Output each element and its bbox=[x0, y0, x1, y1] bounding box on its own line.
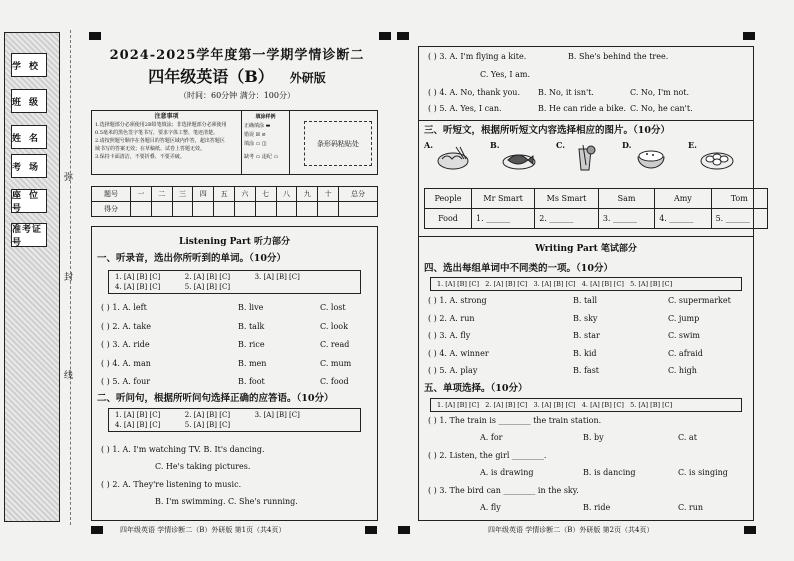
person-name: Mr Smart bbox=[472, 189, 535, 209]
score-cell[interactable] bbox=[338, 202, 377, 217]
answer-bar-1 bbox=[108, 270, 361, 294]
answer-option[interactable]: 2. [A] [B] [C] bbox=[184, 411, 231, 419]
answer-option[interactable]: 5. [A] [B] [C] bbox=[630, 280, 673, 288]
score-header-cell: 十 bbox=[318, 187, 339, 202]
exam-title: 2024-2025学年度第一学期学情诊断二 bbox=[109, 48, 365, 63]
corner-mark bbox=[91, 526, 103, 534]
question-line: ( ) 4. A. winner bbox=[428, 348, 489, 358]
picture-letter: D. bbox=[622, 140, 632, 150]
option-b: B. by bbox=[583, 433, 604, 442]
option-c: C. high bbox=[668, 366, 697, 375]
answer-option[interactable]: 1. [A] [B] [C] bbox=[437, 401, 480, 409]
answer-option[interactable]: 4. [A] [B] [C] bbox=[115, 421, 161, 429]
answer-option[interactable]: 3. [A] [B] [C] bbox=[533, 280, 576, 288]
picture-letter: B. bbox=[490, 140, 500, 150]
question-line: ( ) 3. A. I'm flying a kite. bbox=[428, 52, 527, 61]
time-score-info: （时间：60分钟 满分：100分） bbox=[179, 91, 295, 100]
question-line: ( ) 4. A. No, thank you. bbox=[428, 88, 520, 97]
table-row bbox=[425, 209, 768, 229]
section-5-title: 五、单项选择。（10分） bbox=[424, 383, 528, 394]
corner-mark bbox=[379, 32, 391, 40]
rice-bowl-icon bbox=[634, 145, 668, 175]
fill-wrong-label-2: 填涂 bbox=[244, 141, 255, 147]
option-b: B. star bbox=[573, 331, 600, 340]
question-line: ( ) 1. A. I'm watching TV. B. It's dancing. bbox=[101, 445, 265, 454]
option-c: C. run bbox=[678, 503, 704, 512]
seal-char-1: 弥 bbox=[64, 173, 74, 183]
score-cell[interactable] bbox=[214, 202, 235, 217]
food-label: Food bbox=[425, 209, 472, 229]
answer-option[interactable]: 4. [A] [B] [C] bbox=[581, 280, 624, 288]
question-line: C. He's taking pictures. bbox=[155, 462, 251, 471]
option-c: C. swim bbox=[668, 331, 701, 340]
score-header-cell: 二 bbox=[151, 187, 172, 202]
answer-option[interactable]: 2. [A] [B] [C] bbox=[485, 401, 528, 409]
table-row bbox=[425, 189, 768, 209]
section-4-title: 四、选出每组单词中不同类的一项。（10分） bbox=[424, 263, 613, 274]
option-a: A. for bbox=[480, 433, 503, 442]
score-cell[interactable] bbox=[172, 202, 193, 217]
notice-text bbox=[92, 111, 242, 174]
fill-example bbox=[242, 111, 290, 174]
class-label: 班级 bbox=[11, 89, 47, 113]
dumplings-plate-icon bbox=[700, 145, 734, 175]
fill-example-title: 填涂样例 bbox=[255, 114, 276, 120]
question-line: ( ) 5. A. four bbox=[101, 377, 151, 386]
option-c: C. supermarket bbox=[668, 296, 731, 305]
answer-option[interactable]: 2. [A] [B] [C] bbox=[184, 273, 231, 281]
subject-title bbox=[92, 64, 382, 87]
option-a: A. fly bbox=[480, 503, 501, 512]
option-b: B. talk bbox=[238, 321, 265, 331]
question-line: ( ) 1. A. left bbox=[101, 303, 147, 312]
picture-letter: A. bbox=[424, 140, 433, 150]
subject-name: 四年级英语（B） bbox=[148, 67, 274, 86]
option-a: A. is drawing bbox=[480, 468, 534, 477]
ticket-label: 准考证号 bbox=[11, 223, 47, 247]
score-cell[interactable] bbox=[276, 202, 297, 217]
option-c: C. lost bbox=[320, 303, 346, 312]
option-b: B. He can ride a bike. bbox=[538, 104, 627, 113]
notice-line: 2.请按照题号顺序在各题目的答题区域内作答，超出答题区 bbox=[95, 138, 225, 144]
score-cell[interactable] bbox=[297, 202, 318, 217]
picture-letter: C. bbox=[556, 140, 566, 150]
school-label: 学校 bbox=[11, 53, 47, 77]
option-c: C. No, he can't. bbox=[630, 104, 693, 113]
food-blank[interactable]: 1. ______ bbox=[472, 209, 535, 229]
question-line: ( ) 5. A. play bbox=[428, 366, 478, 375]
fish-plate-icon bbox=[502, 145, 536, 175]
question-line: B. I'm swimming. C. She's running. bbox=[155, 497, 298, 506]
score-header-cell: 六 bbox=[234, 187, 255, 202]
answer-bar-2 bbox=[108, 408, 361, 432]
score-label-cell: 得分 bbox=[92, 202, 131, 217]
info-sidebar bbox=[4, 32, 60, 522]
food-blank[interactable]: 3. ______ bbox=[598, 209, 654, 229]
section-3-title: 三、听短文，根据所听短文内容选择相应的图片。（10分） bbox=[424, 125, 670, 136]
notice-line: 0.5毫米的黑色签字笔书写，要求字体工整、笔迹清楚。 bbox=[95, 130, 218, 136]
answer-bar-5 bbox=[430, 398, 742, 412]
option-b: B. men bbox=[238, 358, 267, 368]
question-line: ( ) 1. The train is ________ the train station. bbox=[428, 416, 602, 425]
score-cell[interactable] bbox=[131, 202, 152, 217]
people-label: People bbox=[425, 189, 472, 209]
exam-room-label: 考场 bbox=[11, 154, 47, 178]
option-c: C. food bbox=[320, 377, 349, 386]
corner-mark bbox=[397, 32, 409, 40]
option-c: C. jump bbox=[668, 313, 700, 323]
fill-row: 正确填涂 ▬ bbox=[244, 123, 271, 129]
score-header-cell: 三 bbox=[172, 187, 193, 202]
option-b: B. She's behind the tree. bbox=[568, 52, 669, 61]
question-line: ( ) 3. A. ride bbox=[101, 340, 150, 349]
food-blank[interactable]: 5. ______ bbox=[711, 209, 767, 229]
option-c: C. read bbox=[320, 340, 350, 349]
section-2-title: 二、听问句，根据所听问句选择正确的应答语。（10分） bbox=[97, 393, 334, 404]
score-cell[interactable] bbox=[234, 202, 255, 217]
violation-label: 违纪 bbox=[261, 154, 272, 160]
listening-header: Listening Part 听力部分 bbox=[178, 237, 291, 247]
notice-title: 注意事项 bbox=[154, 113, 179, 120]
option-b: B. rice bbox=[238, 340, 265, 349]
option-c: C. mum bbox=[320, 358, 352, 368]
name-label: 姓名 bbox=[11, 125, 47, 149]
person-name: Tom bbox=[711, 189, 767, 209]
option-b: B. tall bbox=[573, 296, 598, 305]
answer-option[interactable]: 5. [A] [B] [C] bbox=[630, 401, 673, 409]
question-line: ( ) 4. A. man bbox=[101, 358, 151, 368]
option-b: B. sky bbox=[573, 313, 598, 323]
option-b: B. live bbox=[238, 303, 264, 312]
person-name: Ms Smart bbox=[535, 189, 599, 209]
score-header-cell: 题号 bbox=[92, 187, 131, 202]
option-c: C. at bbox=[678, 433, 697, 442]
corner-mark bbox=[743, 32, 755, 40]
score-cell[interactable] bbox=[318, 202, 339, 217]
option-b: B. kid bbox=[573, 348, 597, 358]
option-b: B. No, it isn't. bbox=[538, 88, 594, 97]
seat-label: 座位号 bbox=[12, 191, 47, 214]
answer-option[interactable]: 3. [A] [B] [C] bbox=[254, 273, 300, 281]
corner-mark bbox=[744, 526, 756, 534]
score-header-cell: 一 bbox=[131, 187, 152, 202]
missing-label: 缺考 bbox=[244, 154, 255, 160]
question-line: ( ) 2. Listen, the girl ________. bbox=[428, 451, 547, 460]
score-header-cell: 总分 bbox=[338, 187, 377, 202]
juice-glass-icon bbox=[568, 145, 602, 175]
question-line: ( ) 3. A. fly bbox=[428, 331, 471, 340]
picture-letter: E. bbox=[688, 140, 697, 150]
absence-row: 缺考 ▭ 违纪 ▭ bbox=[244, 154, 279, 160]
seal-char-3: 线 bbox=[64, 371, 74, 381]
food-blank[interactable]: 4. ______ bbox=[655, 209, 711, 229]
corner-mark bbox=[365, 526, 377, 534]
answer-bar-4 bbox=[430, 277, 742, 291]
notice-line: 域书写的答案无效；在草稿纸、试卷上答题无效。 bbox=[95, 146, 206, 152]
option-c: C. Yes, I am. bbox=[480, 70, 531, 79]
noodles-bowl-icon bbox=[436, 145, 470, 175]
answer-option[interactable]: 1. [A] [B] [C] bbox=[437, 280, 480, 288]
answer-option[interactable]: 5. [A] [B] [C] bbox=[184, 421, 231, 429]
footer-left: 四年级英语 学情诊断二（B）外研版 第1页（共4页） bbox=[120, 526, 286, 534]
score-header-cell: 四 bbox=[193, 187, 214, 202]
notice-line: 3.保持卡面清洁，不要折叠、不要弄破。 bbox=[95, 154, 185, 160]
answer-option[interactable]: 3. [A] [B] [C] bbox=[254, 411, 300, 419]
answer-option[interactable]: 3. [A] [B] [C] bbox=[533, 401, 576, 409]
notice-line: 1.选择题部分必须使用2B铅笔填涂；非选择题部分必须使用 bbox=[95, 122, 227, 128]
score-header-cell: 八 bbox=[276, 187, 297, 202]
food-blank[interactable]: 2. ______ bbox=[535, 209, 599, 229]
writing-header: Writing Part 笔试部分 bbox=[535, 244, 637, 254]
corner-mark bbox=[398, 526, 410, 534]
answer-option[interactable]: 2. [A] [B] [C] bbox=[485, 280, 528, 288]
score-header-cell: 七 bbox=[255, 187, 276, 202]
option-b: B. foot bbox=[238, 377, 265, 386]
question-line: ( ) 1. A. strong bbox=[428, 296, 487, 305]
fill-wrong-label: 错误 bbox=[244, 132, 255, 138]
option-b: B. ride bbox=[583, 503, 611, 512]
score-header-cell: 五 bbox=[214, 187, 235, 202]
question-line: ( ) 5. A. Yes, I can. bbox=[428, 104, 502, 113]
seal-char-2: 封 bbox=[64, 273, 74, 283]
fill-row: 错误 ☒ ⊘ bbox=[244, 132, 266, 138]
score-cell[interactable] bbox=[255, 202, 276, 217]
option-c: C. look bbox=[320, 321, 348, 331]
option-b: B. fast bbox=[573, 366, 600, 375]
option-c: C. afraid bbox=[668, 348, 703, 358]
score-table bbox=[91, 186, 378, 217]
corner-mark bbox=[89, 32, 101, 40]
fill-row: 填涂 ▭ ◫ bbox=[244, 141, 267, 147]
answer-option[interactable]: 4. [A] [B] [C] bbox=[115, 283, 161, 291]
score-header-cell: 九 bbox=[297, 187, 318, 202]
question-line: ( ) 2. A. take bbox=[101, 321, 151, 331]
table-row bbox=[92, 187, 378, 202]
answer-option[interactable]: 1. [A] [B] [C] bbox=[115, 273, 161, 281]
notice-box bbox=[91, 110, 378, 175]
section-1-title: 一、听录音，选出你所听到的单词。（10分） bbox=[97, 253, 286, 264]
question-line: ( ) 2. A. run bbox=[428, 313, 475, 323]
table-row bbox=[92, 202, 378, 217]
answer-option[interactable]: 5. [A] [B] [C] bbox=[184, 283, 231, 291]
answer-option[interactable]: 4. [A] [B] [C] bbox=[581, 401, 624, 409]
person-name: Amy bbox=[655, 189, 711, 209]
barcode-area: 条形码粘贴处 bbox=[304, 121, 372, 166]
question-line: ( ) 3. The bird can ________ in the sky. bbox=[428, 486, 579, 495]
option-c: C. is singing bbox=[678, 468, 728, 477]
footer-right: 四年级英语 学情诊断二（B）外研版 第2页（共4页） bbox=[488, 526, 654, 534]
food-table bbox=[424, 188, 768, 229]
option-b: B. is dancing bbox=[583, 468, 636, 477]
score-cell[interactable] bbox=[193, 202, 214, 217]
question-line: ( ) 2. A. They're listening to music. bbox=[101, 480, 242, 489]
edition-label: 外研版 bbox=[289, 71, 326, 85]
fill-correct-label: 正确填涂 bbox=[244, 123, 265, 129]
answer-option[interactable]: 1. [A] [B] [C] bbox=[115, 411, 161, 419]
score-cell[interactable] bbox=[151, 202, 172, 217]
option-c: C. No, I'm not. bbox=[630, 88, 690, 97]
person-name: Sam bbox=[598, 189, 654, 209]
